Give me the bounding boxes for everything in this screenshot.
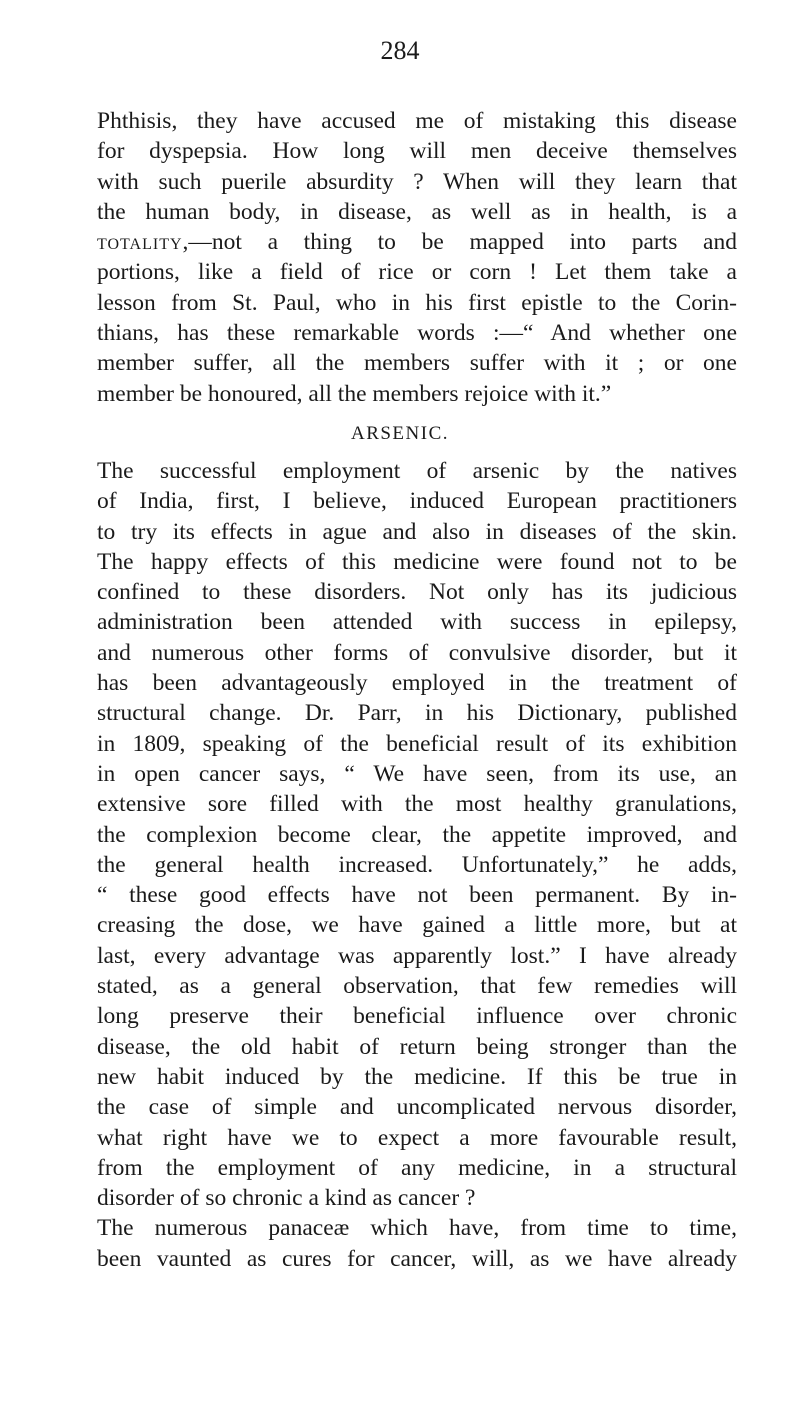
text-line: the human body, in disease, as well as in health, is a <box>97 198 737 225</box>
text-line: stated, as a general observation, that few remedies will <box>97 973 737 1000</box>
text-line: and numerous other forms of convulsive disorder, but it <box>97 639 737 666</box>
section-heading: ARSENIC. <box>350 423 450 444</box>
text-line: confined to these disorders. Not only has its judicious <box>97 579 737 606</box>
text-line: The numerous panaceæ which have, from time to time, <box>97 1215 737 1242</box>
text-line: structural change. Dr. Parr, in his Dictionary, published <box>97 700 737 727</box>
text-line: The successful employment of arsenic by the natives <box>97 458 737 484</box>
text-line: extensive sore filled with the most healthy granulations, <box>97 791 737 818</box>
text-line: long preserve their beneficial influence over chronic <box>97 1003 737 1030</box>
text-line: The happy effects of this medicine were found not to be <box>97 548 737 575</box>
text-line: creasing the dose, we have gained a little more, but at <box>97 912 737 939</box>
text-line: the complexion become clear, the appetite improved, and <box>97 821 737 848</box>
text-line: disease, the old habit of return being stronger than the <box>97 1033 737 1060</box>
text-line: administration been attended with success in epilepsy, <box>97 609 737 636</box>
text-line: of India, first, I believe, induced European practitioners <box>97 488 737 515</box>
text-line: the general health increased. Unfortunately,” he adds, <box>97 851 737 878</box>
text-line: Phthisis, they have accused me of mistaking this disease <box>97 108 737 134</box>
paragraph-1 <box>97 106 737 409</box>
text-line: what right have we to expect a more favourable result, <box>97 1124 737 1151</box>
text-line: in open cancer says, “ We have seen, from its use, an <box>97 760 737 787</box>
text-line: been vaunted as cures for cancer, will, as we have already <box>97 1245 737 1272</box>
text-line: has been advantageously employed in the treatment of <box>97 670 737 697</box>
text-line: disorder of so chronic a kind as cancer ? <box>97 1185 476 1212</box>
text-line: thians, has these remarkable words :—“ And whether one <box>97 320 737 347</box>
text-line: with such puerile absurdity ? When will they learn that <box>97 168 737 195</box>
text-line: to try its effects in ague and also in diseases of the skin. <box>97 518 737 545</box>
text-line: “ these good effects have not been permanent. By in- <box>97 882 737 909</box>
text-line: portions, like a field of rice or corn ! Let them take a <box>97 259 737 286</box>
text-line: in 1809, speaking of the beneficial result of its exhibition <box>97 730 737 757</box>
text-line: lesson from St. Paul, who in his first epistle to the Corin- <box>97 289 737 316</box>
text-line: from the employment of any medicine, in a structural <box>97 1154 737 1181</box>
text-line: member suffer, all the members suffer with it ; or one <box>97 350 737 377</box>
paragraph-2 <box>97 456 737 1274</box>
text-line: member be honoured, all the members rejoice with it.” <box>97 380 612 407</box>
text-line: the case of simple and uncomplicated nervous disorder, <box>97 1094 737 1121</box>
text-line: totality,—not a thing to be mapped into parts and <box>97 229 737 256</box>
text-line: for dyspepsia. How long will men deceive themselves <box>97 138 737 165</box>
text-line: new habit induced by the medicine. If this be true in <box>97 1063 737 1090</box>
text-line: last, every advantage was apparently lost.” I have already <box>97 942 737 969</box>
page-number: 284 <box>380 36 420 65</box>
